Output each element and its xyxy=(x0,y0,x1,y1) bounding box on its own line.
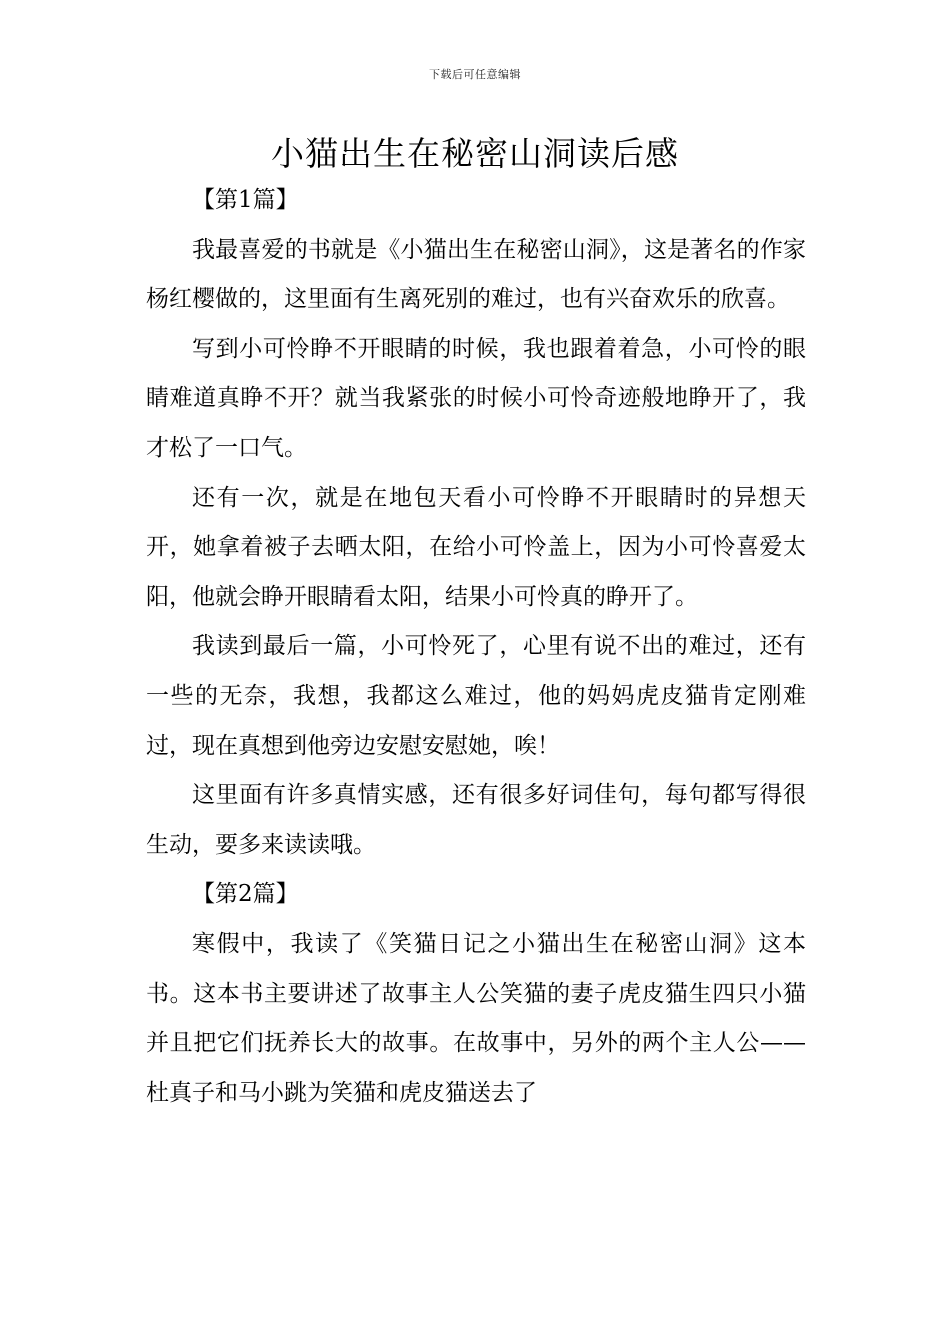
paragraph: 我最喜爱的书就是《小猫出生在秘密山洞》，这是著名的作家杨红樱做的，这里面有生离死别的难过，也有兴奋欢乐的欣喜。 xyxy=(146,236,806,313)
document-body xyxy=(146,176,806,1118)
paragraph: 我读到最后一篇，小可怜死了，心里有说不出的难过，还有一些的无奈，我想，我都这么难过，他的妈妈虎皮猫肯定刚难过，现在真想到他旁边安慰安慰她，唉！ xyxy=(146,633,806,759)
paragraph: 这里面有许多真情实感，还有很多好词佳句，每句都写得很生动，要多来读读哦。 xyxy=(146,782,806,858)
section-heading-2: 【第2篇】 xyxy=(192,881,299,908)
paragraph: 写到小可怜睁不开眼睛的时候，我也跟着着急，小可怜的眼睛难道真睁不开？就当我紧张的时候小可怜奇迹般地睁开了，我才松了一口气。 xyxy=(146,335,806,461)
header-note: 下载后可任意编辑 xyxy=(429,68,521,81)
paragraph: 还有一次，就是在地包天看小可怜睁不开眼睛时的异想天开，她拿着被子去晒太阳，在给小可怜盖上，因为小可怜喜爱太阳，他就会睁开眼睛看太阳，结果小可怜真的睁开了。 xyxy=(146,484,806,610)
paragraph: 寒假中，我读了《笑猫日记之小猫出生在秘密山洞》这本书。这本书主要讲述了故事主人公笑猫的妻子虎皮猫生四只小猫并且把它们抚养长大的故事。在故事中，另外的两个主人公——杜真子和马小跳为笑猫和虎皮猫送去了 xyxy=(146,930,806,1106)
document-title: 小猫出生在秘密山洞读后感 xyxy=(271,134,679,173)
section-heading-1: 【第1篇】 xyxy=(192,187,299,213)
